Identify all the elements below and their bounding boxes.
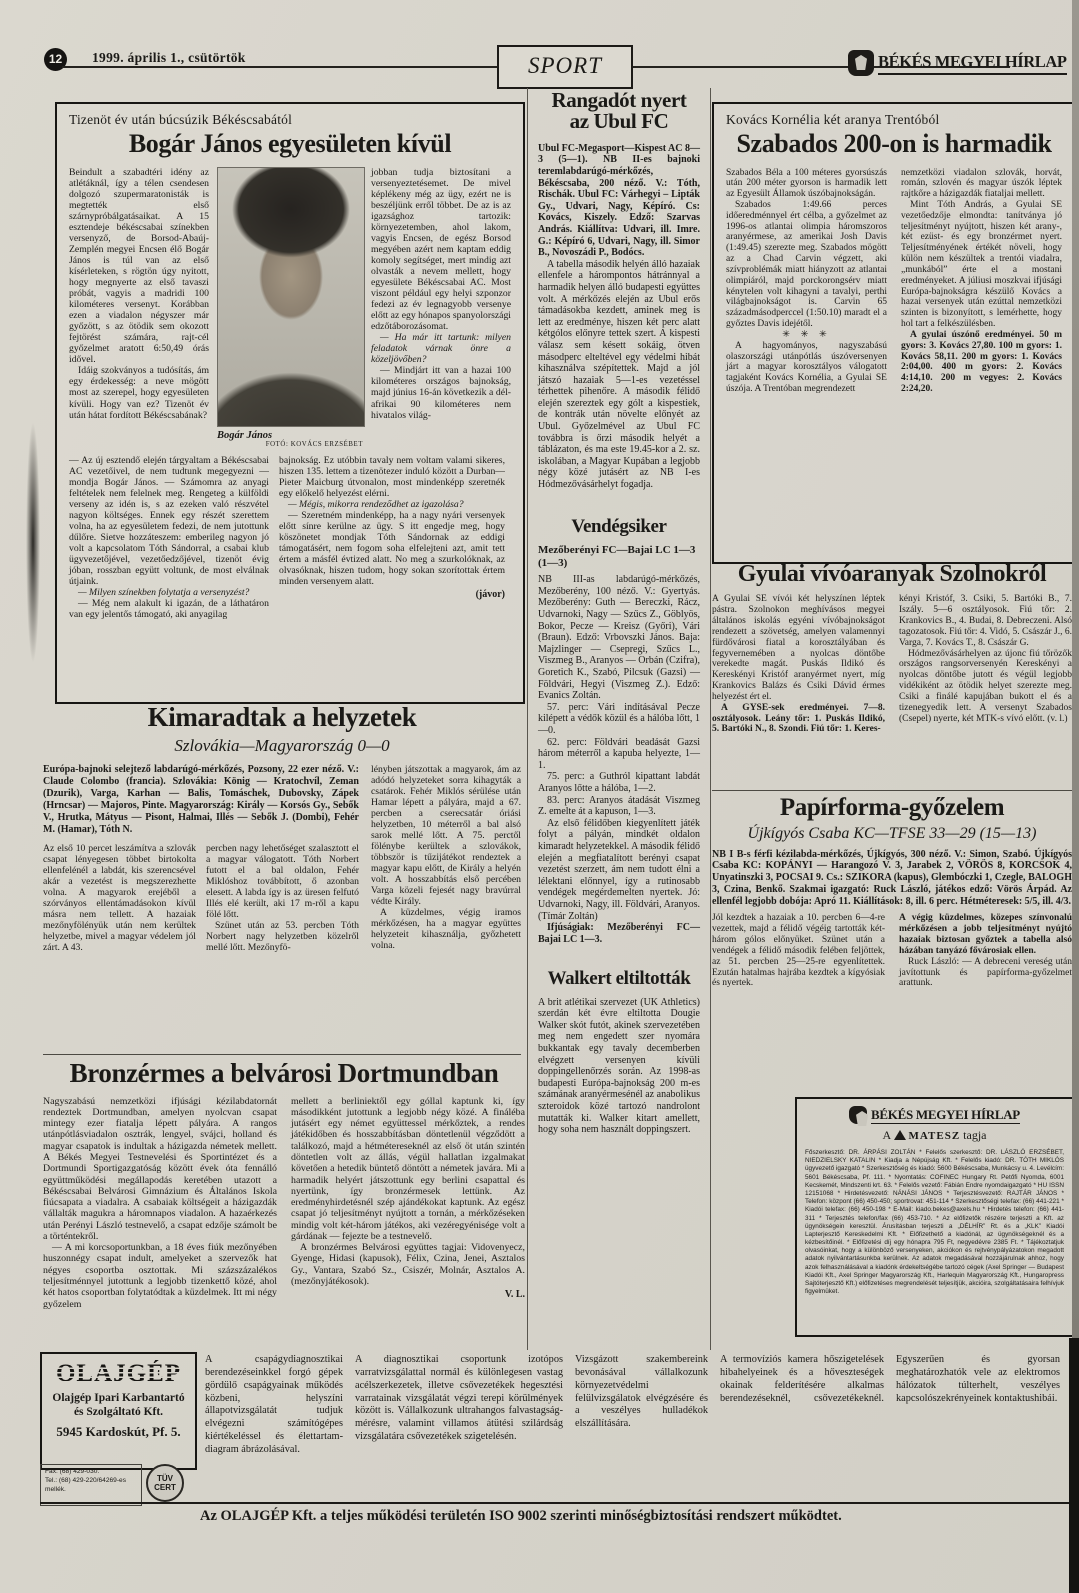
- article-signature: (jávor): [475, 589, 505, 601]
- masthead-title: BÉKÉS MEGYEI HÍRLAP: [878, 52, 1067, 75]
- vendegsiker-body: [538, 574, 700, 945]
- article-papirforma: [712, 795, 1072, 1093]
- center-column: [527, 88, 711, 1350]
- paragraph: mellett a berliniektől egy góllal kaptunk ki, így másodikként jutottunk a legjobb négy közé. A fináléba jutásért egy német együttessel mérkőztek, a rendes játékidőben és hosszabbításban döntetlenül végződött a találkozó, majd a hétmétereseknél az első öt után szintén döntetlen volt az állás, végül hallatlan izgalmakat követően a hetedik büntető döntött a németek javára. Mi a harmadik helyért játszottunk egy berlini csapattal és nyertünk, így bronzérmesek lettünk. Az eredményhirdetésnél szép ajándékokat kaptunk. Az egész csapat jó teljesítményt nyújtott a tornán, a mérkőzéseken mindig volt két-három játékos, aki vezéregyénisége volt a gárdának — fejezte be a testnevelő.: [291, 1095, 525, 1242]
- paragraph: Nagyszabású nemzetközi ifjúsági kézilabdatornát rendeztek Dortmundban, amelyen nyolcvan csapat mintegy ezer fiatalja lépett pályára. A rangos utánpótlásviadalon osztrák, lengyel, svájci, holland és magyar csapatok is indultak a házigazda németek mellett. A Békés Megyei Testnevelési és Sportintézet és a Dortmundi Sportigazgatóság között évek óta fennálló együttműködési megállapodás keretében utazott a Békéscsabai Belvárosi Gimnázium és Általános Iskola fiúcsapata a viadalra. A csabaiak költségeit a házigazdák vállalták magukra a háromnapos viadalon. A hazaérkezés után Perényi László testnevelő, a csapat edzője számolt be a történtekről.: [43, 1095, 277, 1242]
- paragraph: 62. perc: Földvári beadását Gazsi három méterről a kapuba helyezte, 1—1.: [538, 736, 700, 771]
- paragraph: — Milyen színekben folytatja a versenyzést?: [78, 587, 250, 599]
- ad-column-1: A csapágydiagnosztikai berendezéseinkkel forgó gépek gördülő csapágyainak működés közbeni, helyszíni állapotvizsgálatát tudjuk elvégezni számítógépes kiértékeléssel és élettartam-diagram ábrázolásával.: [205, 1354, 343, 1456]
- imprint-membership: [805, 1128, 1064, 1143]
- ubul-body: [538, 143, 700, 491]
- vivas-columns: [712, 594, 1072, 735]
- vivas-column-1: [712, 594, 885, 735]
- ad-tel: Tel.: (68) 429-220/64269-es mellék.: [45, 1476, 127, 1493]
- imprint-crest-icon: [849, 1106, 867, 1124]
- ad-logo-box: [40, 1352, 197, 1470]
- bronzermes-signature: V. L.: [504, 1289, 525, 1301]
- bronzermes-column-2-paragraphs: [291, 1096, 525, 1288]
- ad-column-3: Vizsgázott szakembereink bevonásával vállalkozunk környezetvédelmi felülvizsgálatok elvégzésére és a veszélyes hulladékok elszállítására.: [575, 1354, 708, 1430]
- paragraph: Ubul FC-Megasport—Kispest AC 8—3 (5—1). NB II-es bajnoki teremlabdarúgó-mérkőzés, Békéscsaba, 200 néző. V.: Tóth, Rischák. Ubul FC: Várhegyi – Lipták Gy., Udvari, Nagy, Képíró. Cs: Kovács, Kiszely. Edző: Szarvas András. Kiállítva: Udvari, ill. Imre. G.: Képíró 6, Udvari, Nagy, ill. Simor B., Novoszádi P., Bodócs.: [538, 142, 700, 259]
- ad-company-line1: Olajgép Ipari Karbantartó: [52, 1392, 185, 1404]
- szabados-kicker: Kovács Kornélia két aranya Trentóból: [726, 112, 940, 127]
- ad-iso-line: Az OLAJGÉP Kft. a teljes működési területén ISO 9002 szerinti minőségbiztosítási rendszert működtet.: [200, 1508, 842, 1524]
- tuv-line2: CERT: [154, 1482, 176, 1492]
- paragraph: Beindult a szabadtéri idény az atlétáknál, így a télen csendesen dolgozó szupermaratonisták is megtették első szárnypróbálgatásaikat. A 15 esztendeje békéscsabai színekben versenyző, de Borsod-Abaúj-Zemplén megyei Encsen élő Bogár János is túl van az első kísérleteken, s rögtön úgy nyitott, hogy megnyerte az első tavaszi próbát, vagyis a madridi 100 kilométeres versenyt. Korábban ezen a viadalon négyszer már győzött, s az ötödik sem okozott fejtörést számára, rajt-cél győzelmet aratott 6:50,49 órás idővel.: [69, 166, 209, 366]
- ad-company-line2: és Szolgáltató Kft.: [73, 1405, 164, 1418]
- paragraph: A bronzérmes Belvárosi együttes tagjai: Vidovenyecz, Gyenge, Hidasi (kapusok), Félix, Czina, Jenei, Asztalos Gy., Vantara, Szabó Sz., Csiszér, Molnár, Asztalos A. (mezőnyjátékosok).: [291, 1242, 525, 1288]
- paragraph: — Mindjárt itt van a hazai 100 kilométeres országos bajnokság, majd június 16-án következik a dél-afrikai 90 kilométeres nem hivatalos világ-: [371, 365, 511, 421]
- papirforma-column-1: [712, 913, 885, 989]
- section-label: SPORT: [528, 53, 602, 78]
- paragraph: A hagyományos, nagyszabású olaszországi utánpótlás úszóversenyen járt a magyar korosztályos válogatott tagjaként Kovács Kornélia, a Gyulai SE úszója. A Trentóban megrendezett: [726, 340, 887, 395]
- paragraph: 57. perc: Vári indításával Pecze kilépett a védők közül és a hálóba lőtt, 1—0.: [538, 701, 700, 736]
- page-number-badge: 12: [44, 48, 67, 71]
- imprint-logo: [805, 1106, 1064, 1124]
- paragraph: Szabados 1:49.66 perces időeredménnyel ért célba, a győzelmet az 1996-os atlantai olimpia háromszoros aranyérmese, az amerikai Josh Davis (1:49.45) szerezte meg. Szabados mögött az a Chad Carvin végzett, aki szívproblémák miatt hiányzott az atlantai olimpiáról, majd porckorongsérv miatt kénytelen volt kihagyni a tavalyi, perthi világbajnokságot is. Carvin 65 századmásodperccel (1:50.10) maradt el a győztes Davis idejétől.: [726, 200, 887, 330]
- photo-caption-credit: FOTÓ: KOVÁCS ERZSÉBET: [265, 440, 363, 448]
- article-bronzermes: [43, 1058, 525, 1348]
- section-divider: [712, 790, 1072, 791]
- paragraph: NB III-as labdarúgó-mérkőzés, Mezőberény, 100 néző. V.: Gyertyás. Mezőberény: Guth — Bereczki, Rácz, Udvarnoki, Nagy — Szűcs Z., Göblyös, Bokor, Pecze — Kreisz (Győri), Vári (Braun). Edző: Vrbovszki János. Baja: Majzlinger — Csepregi, Szűcs L., Viszmeg B., Aranyos — Orbán (Czifra), Goretich K., Szabó, Pilcsuk (Gazsi) — Földvári, Hegyi (Viszmeg Z.). Edző: Evanics Zoltán.: [538, 574, 700, 702]
- member-suffix: tagja: [963, 1128, 987, 1142]
- bronzermes-column-2: [291, 1096, 525, 1310]
- vivas-headline: Gyulai vívóaranyak Szolnokról: [737, 561, 1047, 587]
- scan-smudge-artifact: [26, 420, 40, 665]
- photo-caption-name: Bogár János: [217, 429, 273, 441]
- tuv-cert-seal-icon: [146, 1464, 184, 1502]
- article-headline: Bogár János egyesületen kívül: [128, 129, 452, 158]
- szabados-column-2: [901, 168, 1062, 395]
- vendegsiker-headline: Vendégsiker: [571, 515, 667, 537]
- paragraph: ✳ ✳ ✳: [782, 329, 831, 340]
- kimaradtak-layout: [43, 764, 521, 953]
- papirforma-headline: Papírforma-győzelem: [779, 795, 1005, 821]
- section-divider: [43, 1054, 521, 1055]
- paragraph: Jól kezdtek a hazaiak a 10. percben 6—4-re vezettek, majd a félidő végéig tartották két-három gólos előnyüket. Szünet után a vendégek a félidő második felében feljöttek, az 51. percben 25—25-re egyenlítettek. Ezután hatalmas hajrába kezdtek a kígyósiak és nyertek.: [712, 913, 885, 989]
- tuv-line1: TÜV: [157, 1474, 173, 1483]
- walker-headline: Walkert eltiltották: [547, 968, 691, 990]
- paragraph: A küzdelmes, végig iramos mérkőzésen, ha a magyar együttes helyzeteit kihasználja, győzhetett volna.: [371, 907, 521, 952]
- kimaradtak-left-block: [43, 764, 359, 953]
- ubul-headline: [538, 90, 700, 133]
- paragraph: — Mégis, mikorra rendeződhet az igazolása?: [288, 498, 464, 510]
- paragraph: A gyulai úszónő eredményei. 50 m gyors: 3. Kovács 27,80. 100 m gyors: 1. Kovács 58,11. 200 m gyors: 1. Kovács 2:04,00. 400 m gyors: 2. Kovács 4:14,10. 200 m vegyes: 2. Kovács 2:24,20.: [901, 329, 1062, 395]
- bronzermes-columns: [43, 1096, 525, 1310]
- papirforma-subhead: Újkígyós Csaba KC—TFSE 33—29 (15—13): [747, 824, 1037, 842]
- imprint-logo-title: BÉKÉS MEGYEI HÍRLAP: [871, 1106, 1020, 1122]
- imprint-text: Főszerkesztő: DR. ÁRPÁSI ZOLTÁN * Felelős szerkesztő: DR. LÁSZLÓ ERZSÉBET, NIEDZIELSKY KATALIN * Kiadja a Népújság Kft. * Felelős kiadó: DR. TÓTH MIKLÓS ügyvezető igazgató * Szerkesztőség és kiadó: 5600 Békéscsaba, Munkácsy u. 4. Levélcím: 5601 Békéscsaba, Pf. 111. * Nyomtatás: COFINEC Hungary Rt. Petőfi Nyomda, 6001 Kecskemét, Mindszenti krt. 63. * Felelős vezető: Fábián Endre nyomdaigazgató * HU ISSN 12151068 * Hirdetésvezető: NÁNÁSI JÁNOS * Terjesztésvezető: RAJTÁR JÁNOS * Telefon: központ (66) 450-450; sportrovat: 451-114 * Szerkesztőségi telefax: (66) 441-221 * Kiadói telefax: (66) 450-198 * E-Mail: kiado.bekes@axels.hu * Hirdetés telefon: (66) 441-311 * Terjesztés telefon/fax (66) 453-710. * Az előfizetők részére terjeszti a Kft. az ügynökségein keresztül. Árusításban terjeszti a „DÉLHÍR” Rt. és a „KLK” Kiadói Lapterjesztő Kereskedelmi Kft. * Előfizethető a kiadónál, az ügynökségeknél és a kézbesítőinél. * Előfizetési díj egy hónapra 795 Ft, negyedévre 2385 Ft. * Tájékoztatjuk olvasóinkat, hogy a különböző versenyeken, akciókon és rejtvénypályázatokon megadott adatok nyilvántartásunkba kerülnek. Az adatok megadásával hozzájárulnak ahhoz, hogy azok felhasználásával a kiadónk érdekeltségébe tartozó cégek (Axel Springer — Budapest Kiadói Kft., Axel Springer Magyarország Kft., Harlequin Magyarország Kft., Hungaropress Sajtóterjesztő Kft.) előfizetéses megrendelését teljesítjük, akcióira, szolgáltatásaira felhívjuk figyelmüket.: [805, 1149, 1064, 1296]
- paragraph: — A mi korcsoportunkban, a 18 éves fiúk mezőnyében huszonnégy csapat indult, amelyeket a szervezők hat négyes csoportba osztottak. Mi százszázalékos teljesítménnyel jutottunk a legjobb tizenkettő közé, ahol két hatos csoportban folytatódtak a küzdelmek. Itt mi négy győzelem: [43, 1242, 277, 1310]
- paragraph: Az első 10 percet leszámítva a szlovák csapat lényegesen többet birtokolta ellenfelénél a labdát, kis szerencsével akár a vezetést is megszerezhette volna. A magyarok erejéből a szórványos ellentámadásokon kívül másra nem tellett. A hazaiak mezőnyfölényük után nem kerültek helyzetbe, mivel a magyar védelem jól zárt. A 43.: [43, 842, 196, 953]
- kimaradtak-headline: Kimaradtak a helyzetek: [147, 702, 417, 732]
- szabados-column-1: [726, 168, 887, 395]
- article-lower-left: [69, 455, 269, 621]
- paragraph: Az első félidőben kiegyenlített játék folyt a pályán, mindkét oldalon kimaradt helyzetekkel. A második félidő elején a megfiatalított berényi csapat vezetést szerzett, ám nem tudott élni a lélektani előnnyel, így a rutinosabb vendégek megérdemelten nyertek. Jó: Udvarnoki, Nagy, ill. Földvári, Aranyos. (Tímár Zoltán): [538, 817, 700, 922]
- matesz-logo-icon: [894, 1130, 906, 1140]
- szabados-columns: [726, 168, 1062, 395]
- bronzermes-column-1: [43, 1096, 277, 1310]
- ubul-headline-line2: az Ubul FC: [569, 109, 669, 134]
- paragraph: percben nagy lehetőséget szalasztott el a magyar válogatott. Tóth Norbert futott el a bal oldalon, Fehér Miklóshoz továbbított, ő azonban elesett. A labda így is az üresen felfutó Illés elé került, aki 17 m-ről a kapu fölé lőtt.: [206, 842, 359, 920]
- ad-company: [42, 1392, 195, 1420]
- paragraph: — Szeretném mindenképp, ha a nagy nyári versenyek előtt sínre kerülne az ügy. S itt engedje meg, hogy köszönetet mondjak Tóth Sándornak az eddigi támogatásért, nem fogom soha elfelejteni azt, amit tett értem a másfél évtized alatt. No meg a szurkolóknak, az olvasóknak, hiszen tudom, hogy sokan szorítottak értem minden versenyem alatt.: [279, 509, 505, 588]
- papirforma-column-2: [899, 913, 1072, 989]
- ad-column-2: A diagnosztikai csoportunk izotópos varratvizsgálattal normál és különlegesen vastag acélszerkezetek, illetve csővezetékek hegesztési varratainak vizsgálatát végzi terepi körülmények között is. Vállalkozunk ultrahangos falvastagság-mérésre, valamint villamos átütési szilárdság vizsgálatára csővezetékek szigetelésén.: [355, 1354, 563, 1443]
- paragraph: Szünet után az 53. percben Tóth Norbert nagy helyzetben közelről mellé lőtt. Mezőnyfö-: [206, 919, 359, 953]
- olajgep-logo: OLAJGÉP: [42, 1360, 195, 1388]
- vivas-column-2: [899, 594, 1072, 735]
- paragraph: Szabados Béla a 100 méteres gyorsúszás után 200 méter gyorson is harmadik lett az Egyesült Államok úszóbajnokságán.: [726, 167, 887, 200]
- paragraph: bajnokság. Ez utóbbin tavaly nem voltam valami sikeres, hiszen 135. lettem a tizenötezer induló között a Durban—Pieter Maicburg útvonalon, most mindenképp szeretnék egy előkelő helyezést elérni.: [279, 454, 505, 499]
- papirforma-columns: [712, 913, 1072, 989]
- paragraph: nemzetközi viadalon szlovák, horvát, román, szlovén és magyar úszók léptek rajtkőre a házigazdák fiataljai mellett.: [901, 167, 1062, 200]
- paragraph: A végig küzdelmes, közepes színvonalú mérkőzésen a jobb teljesítményt nyújtó hazaiak biztosan győztek a tabella alsó házában tanyázó fővárosiak ellen.: [899, 913, 1072, 956]
- section-label-box: [497, 45, 633, 89]
- paragraph: Ifjúságiak: Mezőberényi FC—Bajai LC 1—3.: [538, 922, 700, 945]
- kimaradtak-subhead: Szlovákia—Magyarország 0—0: [174, 735, 390, 755]
- portrait-photo: [217, 167, 365, 427]
- paragraph: A tabella második helyén álló hazaiak ellenfele a hárompontos hátránnyal a harmadik helyen álló budapesti együttes volt. A mérkőzés elején az Ubul erős támadásokba kezdett, aminek meg is lett az eredménye, hiszen két perc alatt kétgólos előnyre tettek szert. A kispesti válasz sem késett sokáig, ötven másodperc elteltével egy védelmi hibát kihasználva szépítettek. Majd a jól játszó hazaiak 5—1-es vezetéssel térhettek pihenőre. A második félidő elején szereztek egy gólt a kispestiek, de kontrák után növelte előnyét az Ubul. Győzelmével az Ubul FC továbbra is őrzi második helyét a táblázaton, és ma este 19.45-kor a 2. sz. iskolában, a Magyar Kupában a legjobb négy közé jutásért az NB I-es Hódmezővásárhelyt fogadja.: [538, 258, 700, 491]
- kimaradtak-lead: Európa-bajnoki selejtező labdarúgó-mérkőzés, Pozsony, 22 ezer néző. V.: Claude Colombo (francia). Szlovákia: König — Kratochvíl, Zeman (Dzurik), Varga, Karhan — Balis, Tomáschek, Dubovsky, Zápek (Hrncsar) — Majoros, Pinte. Magyarország: Király — Korsós Gy., Sebők V., Hrutka, Mátyus — Pisont, Halmai, Illés — Sebők J. (Dombi), Fehér M. (Hamar), Tóth N.: [43, 763, 359, 835]
- article-kicker: Tizenöt év után búcsúzik Békéscsabától: [69, 112, 293, 127]
- article-column-3: [371, 167, 511, 448]
- paragraph: Idáig szokványos a tudósítás, ám egy érdekesség: a neve mögött most az szerepel, hogy egyesületen kívüli. Hogy van ez? Tizenöt év után hátat fordított Békéscsabának?: [69, 365, 209, 421]
- paragraph: Hódmezővásárhelyen az újonc fiú tőrözők országos rangsorversenyén Kereskényi a nyolcas döntőbe jutott és végül legjobb vidékiként az ötödik helyet szerezte meg. Csiki a finálé kapujában bukott el és a tizenegyedik lett. A versenyt Szabados (Csepel) nyerte, két MTK-s vívó előtt. (v. l.): [899, 648, 1072, 724]
- ad-divider-rule: [40, 1502, 1072, 1504]
- ubul-headline-line1: Rangadót nyert: [551, 88, 687, 112]
- paragraph: — Még nem alakult ki igazán, de a láthatáron van egy jelentős támogató, aki anyagilag: [69, 598, 269, 621]
- ad-address: 5945 Kardoskút, Pf. 5.: [56, 1423, 181, 1439]
- scan-edge-dark-artifact: [1069, 1338, 1079, 1593]
- bronzermes-headline: Bronzérmes a belvárosi Dortmundban: [69, 1058, 499, 1088]
- article-upper-columns: [69, 167, 511, 448]
- paragraph: — Az új esztendő elején tárgyaltam a Békéscsabai AC vezetőivel, de nem tudtunk megegyezni — mondja Bogár János. — Számomra az anyagi feltételek nem felelnek meg. Rengeteg a külföldi verseny az idén is, s az ezeken való részvétel nagyon költséges. Ennek egy részét szerettem volna, ha az egyesületem fedezi, de nem jutottunk dűlőre. Sietve hozzáteszem: emberileg nagyon jó volt a kapcsolatom Tóth Sándorral, a csabai klub ügyvezetőjével, vezetőedzőjével, tizenöt évig jóban, rosszban együtt voltunk, de most elválnak útjaink.: [69, 454, 269, 588]
- masthead-crest-icon: [848, 50, 874, 76]
- ad-text-columns: [205, 1354, 1072, 1500]
- walker-body: A brit atlétikai szervezet (UK Athletics) szerdán két évre eltiltotta Dougie Walker skót futót, akinek szervezetében meg nem engedett szer nyomára bukkantak egy tavaly decemberben elvégzett versenyen kívüli doppingellenőrzés során. Az 1998-as budapesti Európa-bajnokság 200 m-es számának aranyérmesénél az anabolikus szteroidok közé tartozó nandrolont mutatták ki. Walker kitart amellett, hogy soha nem használt doppingszert.: [538, 996, 700, 1136]
- ad-contact-box: [40, 1464, 142, 1506]
- ad-column-4: A termovíziós kamera hőszigetelések hibahelyeinek és a hőveszteségek okainak felderítésére alkalmas berendezéseknél, csővezetékeknél. Egyszerűen és gyorsan meghatározhatók vele az elektromos hálózatok túlterhelt, veszélyes kapcsolószekrényeinek kontaktushibái.: [720, 1354, 1060, 1404]
- papirforma-lead: NB I B-s férfi kézilabda-mérkőzés, Újkígyós, 300 néző. V.: Simon, Szabó. Újkígyós Csaba KC: KOPÁNYI — Harangozó V. 3, Jarabek 2, VÖRÖS 8, KORCSOK 4, Unyatinszki 3, POCSAI 9. Cs.: SZIKORA (kapus), Glembóczki 1, Czegle, BALOGH 3, Czina, Benkő. Szakmai igazgató: Ruck László, játékos edző: Vörös Árpád. Az ellenfél legjobb dobója: Apró 11. Kiállítások: 8, ill. 6 perc. Hétméteresek: 5/5, ill. 4/3.: [712, 848, 1072, 907]
- paragraph: Mint Tóth András, a Gyulai SE vezetőedzője elmondta: tanítványa jó teljesítményt nyújtott, hiszen két arany-, két ezüst- és egy bronzérmet nyert. Teljesítményének értékét növeli, hogy külön nem készültek a trentói viadalra, „munkából” érte el a mostani eredményeket. A júliusi moszkvai ifjúsági Európa-bajnokságra készülő Kovács a hazai versenyek után ezúttal nemzetközi szinten is bizonyított, s lemérhette, hogy hol tart a felkészülésben.: [901, 200, 1062, 330]
- vendegsiker-subhead: Mezőberényi FC—Bajai LC 1—3 (1—3): [538, 544, 696, 569]
- paragraph: A GYSE-sek eredményei. 7—8. osztályosok. Leány tőr: 1. Puskás Ildikó, 5. Bartóki N., 8. Szondi. Fiú tőr: 1. Keres-: [712, 702, 885, 735]
- imprint-box: [795, 1097, 1074, 1337]
- article-kimaradtak: [43, 700, 521, 1052]
- article-vivas: [712, 560, 1072, 788]
- article-bogar-janos: [55, 102, 525, 704]
- kimaradtak-columns: [43, 843, 359, 953]
- paragraph: Ruck László: — A debreceni vereség után javítottunk és papírforma-győzelmet arattunk.: [899, 956, 1072, 989]
- masthead: [848, 42, 1072, 84]
- member-logo-text: MATESZ: [908, 1130, 961, 1142]
- ad-contact-row: [40, 1464, 197, 1506]
- article-column-1: [69, 167, 209, 448]
- szabados-headline: Szabados 200-on is harmadik: [736, 129, 1052, 158]
- paragraph: — Ha már itt tartunk: milyen feladatok várnak önre a közeljövőben?: [371, 332, 511, 366]
- kimaradtak-column-2: [206, 843, 359, 953]
- paragraph: 75. perc: a Guthról kipattant labdát Aranyos lőtte a hálóba, 1—2.: [538, 771, 700, 794]
- paragraph: lényben játszottak a magyarok, ám az adódó helyzeteket sorra kihagyták a csatárok. Fehér Miklós sérülése után Hamar lépett a pályára, majd a 67. percben a cserecsatár óriási helyzetben, 10 méterről a bal alsó sarok mellé lőtt. A 75. perctől fölénybe kerültek a szlovákok, többször is tűzijátékot rendeztek a magyar kapu előtt, de Király a helyén volt. A hosszabbítás első percében Varga közeli fejesét nagy bravúrral védte Király.: [371, 763, 521, 908]
- article-szabados: [712, 102, 1076, 564]
- member-prefix: A: [882, 1128, 891, 1142]
- article-lower-right: [279, 455, 505, 621]
- kimaradtak-column-3: [371, 764, 521, 953]
- ad-fax: Fax: (68) 429-030.: [45, 1468, 100, 1475]
- photo-block: [217, 167, 363, 448]
- page-date: 1999. április 1., csütörtök: [92, 50, 246, 65]
- article-lower-right-paragraphs: [279, 455, 505, 588]
- paragraph: kényi Kristóf, 3. Csiki, 5. Bartóki B., 7. Iszály. 5—6 osztályosok. Fiú tőr: 2. Krankovics B., 4. Budai, 8. Debreczeni. Alsó tagozatosok. Fiú tőr: 4. Vidó, 5. Császár J., 6. Varga, 7. Kovács T., 8. Császár G.: [899, 594, 1072, 648]
- paragraph: jobban tudja biztosítani a versenyeztetésemet. De mivel képlékeny még az ügy, ezért ne is beszéljünk erről többet. De az is az igazsághoz tartozik: környezetemben, ahol lakom, vagyis Encsen, de egész Borsod megyében azért nem kaptam eddig komoly segítséget, mert mindig azt olvasták a nevem mellett, hogy egyesülete Békéscsabai AC. Most viszont például egy helyi szponzor fedezi az év legnagyobb versenye előtt az egy hónapos spanyolországi edzőtáborozásomat.: [371, 166, 511, 333]
- paragraph: A Gyulai SE vívói két helyszínen léptek pástra. Szolnokon meghívásos megyei általános iskolás egyéni vívóbajnokságot rendezett a szövetség, amelyen valamennyi fürdővárosi fiatal a korosztályában és fegyvernemében a nyolcas döntőbe verekedte magát. Puskás Ildikó és Kereskényi Kristóf aranyérmet nyert, míg Krankovics Balázs és Csiki Dávid érmes helyezést ért el.: [712, 594, 885, 702]
- article-lower-columns: [69, 455, 511, 621]
- kimaradtak-column-1: [43, 843, 196, 953]
- paragraph: 83. perc: Aranyos átadását Viszmeg Z. emelte át a kapuson, 1—3.: [538, 794, 700, 818]
